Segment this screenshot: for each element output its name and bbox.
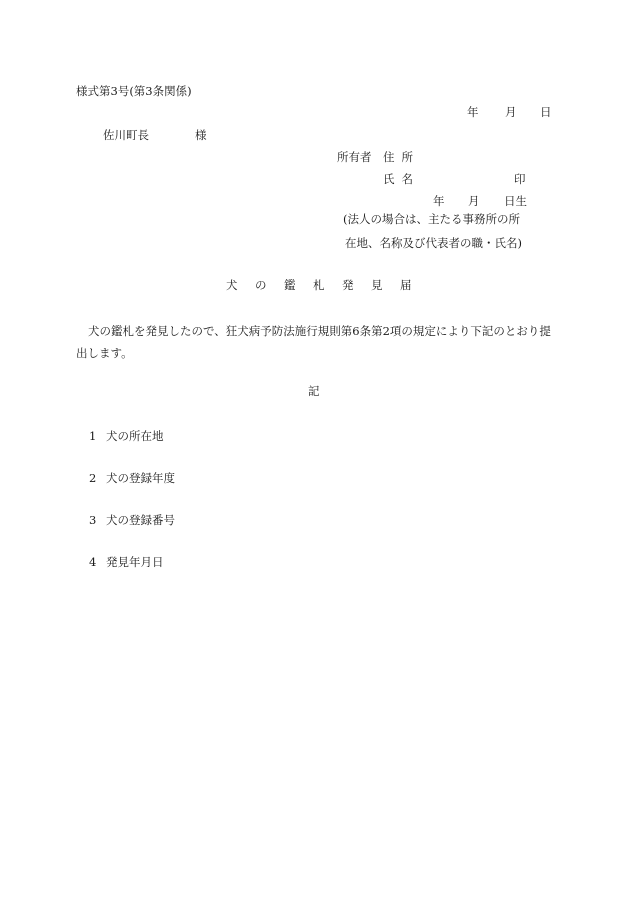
corporate-note-line-1: (法人の場合は、主たる事務所の所 — [343, 212, 520, 226]
item-label: 犬の登録番号 — [106, 513, 175, 527]
owner-address-label: 住所 — [383, 150, 420, 164]
body-paragraph: 犬の鑑札を発見したので、狂犬病予防法施行規則第6条第2項の規定により下記のとおり提出します。 — [76, 324, 551, 360]
item-number: 4 — [89, 555, 97, 569]
item-label: 犬の登録年度 — [106, 471, 175, 485]
date-day-label: 日 — [540, 105, 552, 119]
form-number-label: 様式第3号(第3条関係) — [76, 84, 192, 98]
list-item — [89, 515, 175, 527]
owner-name-label: 氏名 — [383, 172, 420, 186]
addressee-honorific: 様 — [195, 128, 207, 142]
list-item — [89, 431, 164, 443]
title-char: 見 — [371, 278, 383, 292]
item-number: 1 — [89, 429, 97, 443]
title-char: の — [255, 278, 267, 292]
seal-label: 印 — [514, 172, 526, 186]
title-char: 届 — [400, 278, 412, 292]
birth-month-label: 月 — [468, 194, 480, 208]
item-number: 2 — [89, 471, 97, 485]
title-char: 犬 — [226, 278, 238, 292]
item-label: 犬の所在地 — [106, 429, 164, 443]
owner-label: 所有者 — [337, 150, 372, 164]
title-char: 鑑 — [284, 278, 296, 292]
item-number: 3 — [89, 513, 97, 527]
birth-year-label: 年 — [433, 194, 445, 208]
corporate-note-line-2: 在地、名称及び代表者の職・氏名) — [345, 236, 522, 250]
item-label: 発見年月日 — [106, 555, 164, 569]
birth-day-label: 日生 — [504, 194, 527, 208]
title-char: 札 — [313, 278, 325, 292]
list-item — [89, 473, 175, 485]
ki-heading: 記 — [308, 384, 320, 398]
list-item — [89, 557, 164, 569]
document-title — [226, 280, 429, 292]
date-year-label: 年 — [467, 105, 479, 119]
title-char: 発 — [342, 278, 354, 292]
date-month-label: 月 — [505, 105, 517, 119]
addressee-name: 佐川町長 — [103, 128, 149, 142]
